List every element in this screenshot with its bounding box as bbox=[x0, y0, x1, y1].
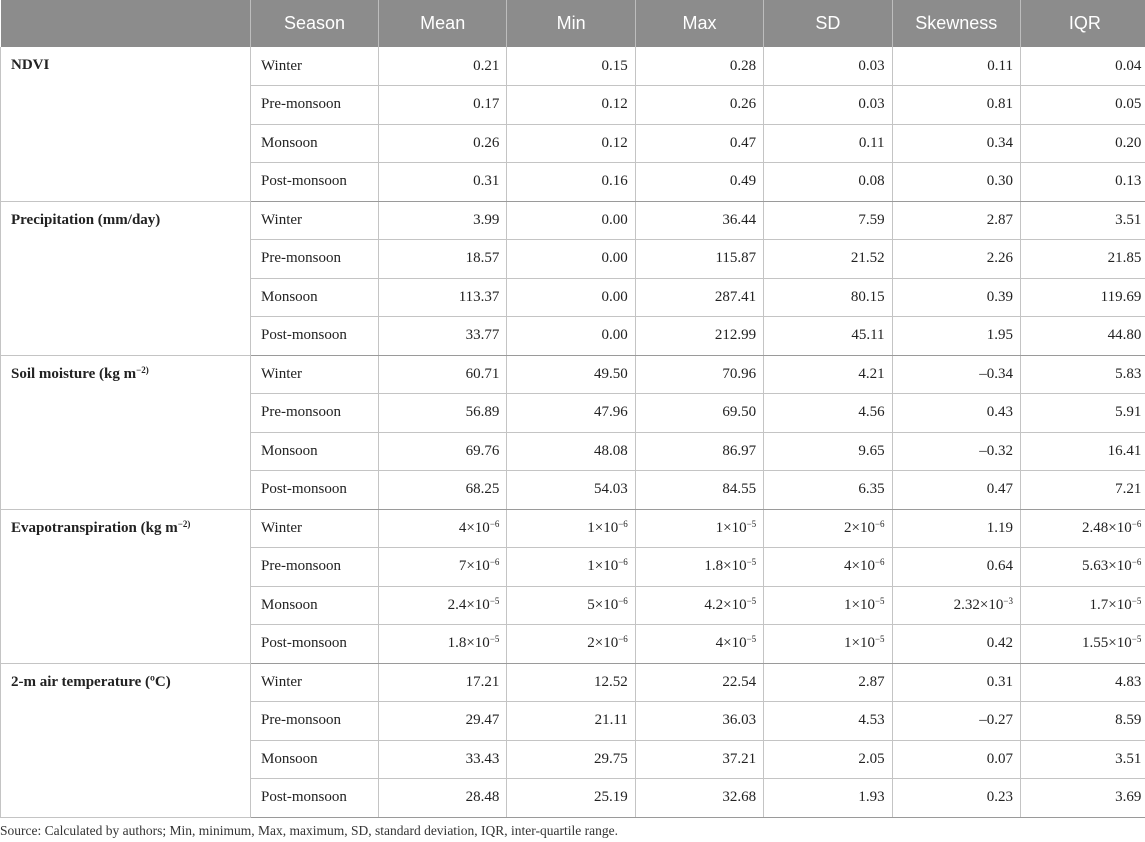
season-cell: Winter bbox=[251, 201, 379, 240]
header-max: Max bbox=[635, 0, 763, 47]
iqr-cell: 3.51 bbox=[1020, 201, 1145, 240]
season-cell: Monsoon bbox=[251, 124, 379, 163]
mean-cell: $2.4\times 10^{-5}$ bbox=[379, 586, 507, 625]
header-variable bbox=[1, 0, 251, 47]
min-cell: 0.00 bbox=[507, 317, 635, 356]
iqr-cell: 5.83 bbox=[1020, 355, 1145, 394]
max-cell: $4\times 10^{-5}$ bbox=[635, 625, 763, 664]
iqr-cell: 0.04 bbox=[1020, 47, 1145, 86]
mean-cell: $7\times 10^{-6}$ bbox=[379, 548, 507, 587]
min-cell: 49.50 bbox=[507, 355, 635, 394]
min-cell: 0.00 bbox=[507, 278, 635, 317]
iqr-cell: 4.83 bbox=[1020, 663, 1145, 702]
sd-cell: 0.11 bbox=[764, 124, 892, 163]
season-cell: Winter bbox=[251, 663, 379, 702]
max-cell: 86.97 bbox=[635, 432, 763, 471]
min-cell: 0.12 bbox=[507, 124, 635, 163]
season-cell: Winter bbox=[251, 47, 379, 86]
table-row bbox=[1, 509, 1145, 548]
table-row bbox=[1, 663, 1145, 702]
max-cell: 0.28 bbox=[635, 47, 763, 86]
season-cell: Pre-monsoon bbox=[251, 702, 379, 741]
sd-cell: $2\times 10^{-6}$ bbox=[764, 509, 892, 548]
iqr-cell: 119.69 bbox=[1020, 278, 1145, 317]
skewness-cell: –0.32 bbox=[892, 432, 1020, 471]
min-cell: $1\times 10^{-6}$ bbox=[507, 548, 635, 587]
sd-cell: 2.87 bbox=[764, 663, 892, 702]
max-cell: 0.47 bbox=[635, 124, 763, 163]
skewness-cell: 1.95 bbox=[892, 317, 1020, 356]
iqr-cell: 16.41 bbox=[1020, 432, 1145, 471]
iqr-cell: 5.91 bbox=[1020, 394, 1145, 433]
variable-label: NDVI bbox=[1, 47, 251, 201]
season-cell: Monsoon bbox=[251, 586, 379, 625]
mean-cell: 28.48 bbox=[379, 779, 507, 818]
variable-label: 2-m air temperature (ºC) bbox=[1, 663, 251, 817]
sd-cell: 45.11 bbox=[764, 317, 892, 356]
variable-label: Evapotranspiration (kg $m^{-2)}$ bbox=[1, 509, 251, 663]
min-cell: 25.19 bbox=[507, 779, 635, 818]
min-cell: 0.00 bbox=[507, 201, 635, 240]
iqr-cell: $1.7\times 10^{-5}$ bbox=[1020, 586, 1145, 625]
sd-cell: 1.93 bbox=[764, 779, 892, 818]
season-cell: Winter bbox=[251, 509, 379, 548]
header-min: Min bbox=[507, 0, 635, 47]
max-cell: $1.8\times 10^{-5}$ bbox=[635, 548, 763, 587]
mean-cell: 3.99 bbox=[379, 201, 507, 240]
table-body bbox=[1, 47, 1145, 817]
sd-cell: 6.35 bbox=[764, 471, 892, 510]
mean-cell: 69.76 bbox=[379, 432, 507, 471]
mean-cell: 56.89 bbox=[379, 394, 507, 433]
season-cell: Monsoon bbox=[251, 432, 379, 471]
iqr-cell: $1.55\times 10^{-5}$ bbox=[1020, 625, 1145, 664]
min-cell: 0.15 bbox=[507, 47, 635, 86]
mean-cell: 33.43 bbox=[379, 740, 507, 779]
skewness-cell: 0.39 bbox=[892, 278, 1020, 317]
sd-cell: 21.52 bbox=[764, 240, 892, 279]
max-cell: 37.21 bbox=[635, 740, 763, 779]
season-cell: Pre-monsoon bbox=[251, 240, 379, 279]
min-cell: $1\times 10^{-6}$ bbox=[507, 509, 635, 548]
skewness-cell: 0.31 bbox=[892, 663, 1020, 702]
season-cell: Pre-monsoon bbox=[251, 548, 379, 587]
min-cell: 21.11 bbox=[507, 702, 635, 741]
sd-cell: $1\times 10^{-5}$ bbox=[764, 625, 892, 664]
iqr-cell: 3.51 bbox=[1020, 740, 1145, 779]
sd-cell: 80.15 bbox=[764, 278, 892, 317]
min-cell: $5\times 10^{-6}$ bbox=[507, 586, 635, 625]
sd-cell: 4.53 bbox=[764, 702, 892, 741]
skewness-cell: 0.47 bbox=[892, 471, 1020, 510]
sd-cell: 2.05 bbox=[764, 740, 892, 779]
variable-label: Soil moisture (kg $m^{-2)}$ bbox=[1, 355, 251, 509]
skewness-cell: 0.11 bbox=[892, 47, 1020, 86]
header-sd: SD bbox=[764, 0, 892, 47]
variable-label: Precipitation (mm/day) bbox=[1, 201, 251, 355]
sd-cell: 0.03 bbox=[764, 47, 892, 86]
max-cell: 36.44 bbox=[635, 201, 763, 240]
iqr-cell: 0.20 bbox=[1020, 124, 1145, 163]
season-cell: Monsoon bbox=[251, 740, 379, 779]
table-footnote: Source: Calculated by authors; Min, minimum, Max, maximum, SD, standard deviation, IQR, inter-quartile range. bbox=[0, 823, 618, 838]
sd-cell: 0.08 bbox=[764, 163, 892, 202]
skewness-cell: 0.81 bbox=[892, 86, 1020, 125]
mean-cell: 33.77 bbox=[379, 317, 507, 356]
max-cell: 115.87 bbox=[635, 240, 763, 279]
mean-cell: $4\times 10^{-6}$ bbox=[379, 509, 507, 548]
max-cell: $1\times 10^{-5}$ bbox=[635, 509, 763, 548]
season-cell: Post-monsoon bbox=[251, 625, 379, 664]
min-cell: 12.52 bbox=[507, 663, 635, 702]
min-cell: 29.75 bbox=[507, 740, 635, 779]
min-cell: $2\times 10^{-6}$ bbox=[507, 625, 635, 664]
table-row bbox=[1, 355, 1145, 394]
iqr-cell: 8.59 bbox=[1020, 702, 1145, 741]
mean-cell: 0.21 bbox=[379, 47, 507, 86]
skewness-cell: 0.43 bbox=[892, 394, 1020, 433]
max-cell: $4.2\times 10^{-5}$ bbox=[635, 586, 763, 625]
season-cell: Pre-monsoon bbox=[251, 394, 379, 433]
season-cell: Winter bbox=[251, 355, 379, 394]
sd-cell: 4.21 bbox=[764, 355, 892, 394]
season-cell: Post-monsoon bbox=[251, 471, 379, 510]
table-row bbox=[1, 47, 1145, 86]
header-skewness: Skewness bbox=[892, 0, 1020, 47]
iqr-cell: $2.48\times 10^{-6}$ bbox=[1020, 509, 1145, 548]
iqr-cell: 7.21 bbox=[1020, 471, 1145, 510]
max-cell: 69.50 bbox=[635, 394, 763, 433]
mean-cell: 68.25 bbox=[379, 471, 507, 510]
max-cell: 32.68 bbox=[635, 779, 763, 818]
min-cell: 0.16 bbox=[507, 163, 635, 202]
skewness-cell: 1.19 bbox=[892, 509, 1020, 548]
max-cell: 212.99 bbox=[635, 317, 763, 356]
skewness-cell: 0.64 bbox=[892, 548, 1020, 587]
sd-cell: $1\times 10^{-5}$ bbox=[764, 586, 892, 625]
table-row bbox=[1, 201, 1145, 240]
skewness-cell: 0.42 bbox=[892, 625, 1020, 664]
skewness-cell: –0.34 bbox=[892, 355, 1020, 394]
mean-cell: 60.71 bbox=[379, 355, 507, 394]
iqr-cell: 44.80 bbox=[1020, 317, 1145, 356]
season-cell: Pre-monsoon bbox=[251, 86, 379, 125]
min-cell: 47.96 bbox=[507, 394, 635, 433]
skewness-cell: $2.32\times 10^{-3}$ bbox=[892, 586, 1020, 625]
mean-cell: 0.31 bbox=[379, 163, 507, 202]
season-cell: Post-monsoon bbox=[251, 779, 379, 818]
max-cell: 22.54 bbox=[635, 663, 763, 702]
header-row bbox=[1, 0, 1145, 47]
max-cell: 84.55 bbox=[635, 471, 763, 510]
mean-cell: 0.26 bbox=[379, 124, 507, 163]
sd-cell: 9.65 bbox=[764, 432, 892, 471]
skewness-cell: 2.87 bbox=[892, 201, 1020, 240]
header-iqr: IQR bbox=[1020, 0, 1145, 47]
skewness-cell: 0.34 bbox=[892, 124, 1020, 163]
mean-cell: 18.57 bbox=[379, 240, 507, 279]
mean-cell: 0.17 bbox=[379, 86, 507, 125]
header-mean: Mean bbox=[379, 0, 507, 47]
mean-cell: $1.8\times 10^{-5}$ bbox=[379, 625, 507, 664]
season-cell: Monsoon bbox=[251, 278, 379, 317]
mean-cell: 29.47 bbox=[379, 702, 507, 741]
season-cell: Post-monsoon bbox=[251, 317, 379, 356]
min-cell: 54.03 bbox=[507, 471, 635, 510]
max-cell: 287.41 bbox=[635, 278, 763, 317]
max-cell: 70.96 bbox=[635, 355, 763, 394]
max-cell: 0.49 bbox=[635, 163, 763, 202]
sd-cell: 0.03 bbox=[764, 86, 892, 125]
min-cell: 0.12 bbox=[507, 86, 635, 125]
iqr-cell: 0.05 bbox=[1020, 86, 1145, 125]
iqr-cell: 0.13 bbox=[1020, 163, 1145, 202]
iqr-cell: 3.69 bbox=[1020, 779, 1145, 818]
sd-cell: 4.56 bbox=[764, 394, 892, 433]
max-cell: 36.03 bbox=[635, 702, 763, 741]
max-cell: 0.26 bbox=[635, 86, 763, 125]
sd-cell: $4\times 10^{-6}$ bbox=[764, 548, 892, 587]
mean-cell: 17.21 bbox=[379, 663, 507, 702]
season-cell: Post-monsoon bbox=[251, 163, 379, 202]
iqr-cell: $5.63\times 10^{-6}$ bbox=[1020, 548, 1145, 587]
mean-cell: 113.37 bbox=[379, 278, 507, 317]
skewness-cell: 2.26 bbox=[892, 240, 1020, 279]
iqr-cell: 21.85 bbox=[1020, 240, 1145, 279]
skewness-cell: 0.23 bbox=[892, 779, 1020, 818]
min-cell: 48.08 bbox=[507, 432, 635, 471]
sd-cell: 7.59 bbox=[764, 201, 892, 240]
min-cell: 0.00 bbox=[507, 240, 635, 279]
header-season: Season bbox=[251, 0, 379, 47]
skewness-cell: 0.30 bbox=[892, 163, 1020, 202]
skewness-cell: 0.07 bbox=[892, 740, 1020, 779]
skewness-cell: –0.27 bbox=[892, 702, 1020, 741]
